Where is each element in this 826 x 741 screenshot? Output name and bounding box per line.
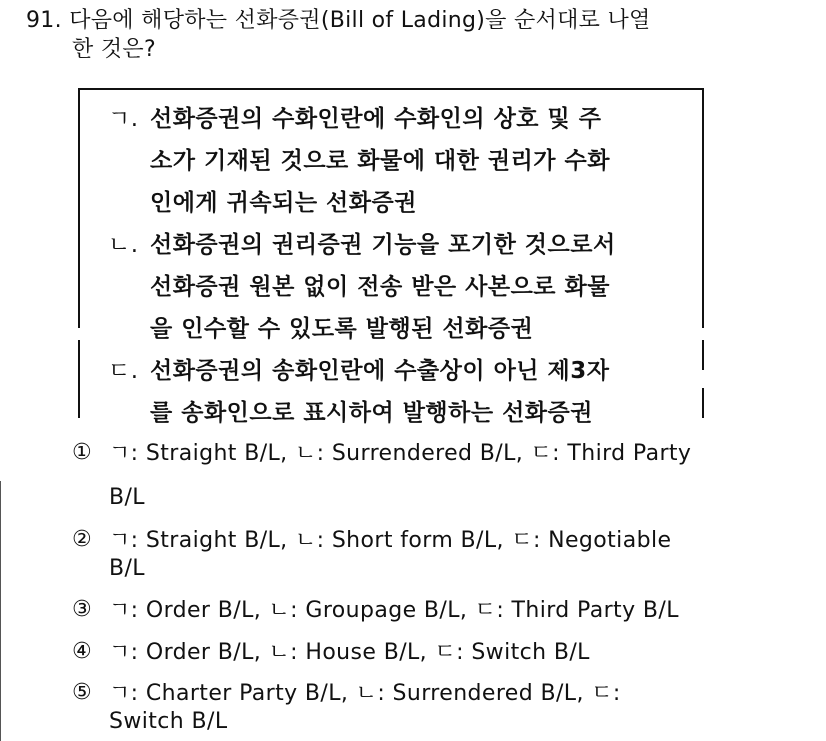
option-2[interactable] bbox=[72, 527, 812, 583]
statement-a-line-1: 선화증권의 수화인란에 수화인의 상호 및 주 bbox=[150, 106, 602, 132]
box-right-border-upper bbox=[702, 88, 704, 328]
option-3-line-1: ㄱ: Order B/L, ㄴ: Groupage B/L, ㄷ: Third Party B/L bbox=[109, 598, 679, 623]
statement-marker-b: ㄴ. bbox=[108, 232, 139, 258]
box-left-border-upper bbox=[78, 88, 80, 328]
option-5-line-1: ㄱ: Charter Party B/L, ㄴ: Surrendered B/L, ㄷ: bbox=[109, 681, 621, 706]
statement-a-line-3: 인에게 귀속되는 선화증권 bbox=[150, 190, 417, 216]
option-1-text bbox=[72, 440, 812, 512]
box-right-border-lower bbox=[702, 340, 704, 370]
statement-marker-a: ㄱ. bbox=[108, 106, 139, 132]
option-1-number: ① bbox=[72, 440, 93, 465]
option-1[interactable] bbox=[72, 440, 812, 512]
option-4-line-1: ㄱ: Order B/L, ㄴ: House B/L, ㄷ: Switch B/L bbox=[109, 640, 590, 665]
question-stem bbox=[26, 6, 806, 64]
question-text-2: 한 것은? bbox=[72, 37, 156, 62]
question-line-1 bbox=[26, 6, 806, 35]
page-margin-rule bbox=[0, 481, 1, 741]
option-2-line-2: B/L bbox=[109, 556, 145, 581]
statement-b-line-1: 선화증권의 권리증권 기능을 포기한 것으로서 bbox=[150, 232, 616, 258]
option-1-line-1: ㄱ: Straight B/L, ㄴ: Surrendered B/L, ㄷ: Third Party bbox=[109, 441, 692, 466]
option-5-number: ⑤ bbox=[72, 680, 93, 705]
box-top-border bbox=[78, 88, 704, 90]
option-5-line-2: Switch B/L bbox=[109, 709, 228, 734]
option-4[interactable] bbox=[72, 639, 812, 667]
option-2-text bbox=[72, 527, 812, 583]
option-3-text bbox=[72, 597, 812, 625]
statement-marker-c: ㄷ. bbox=[108, 358, 139, 384]
statement-b-line-2: 선화증권 원본 없이 전송 받은 사본으로 화물 bbox=[150, 274, 610, 300]
statement-c-line-1: 선화증권의 송화인란에 수출상이 아닌 제3자 bbox=[150, 358, 610, 384]
statement-b-line-3: 을 인수할 수 있도록 발행된 선화증권 bbox=[150, 316, 534, 342]
statement-text-b bbox=[108, 224, 698, 350]
option-3[interactable] bbox=[72, 597, 812, 625]
option-1-line-2: B/L bbox=[109, 485, 145, 510]
option-3-number: ③ bbox=[72, 597, 93, 622]
option-5[interactable] bbox=[72, 680, 812, 736]
box-left-border-lower bbox=[78, 340, 80, 418]
option-2-number: ② bbox=[72, 527, 93, 552]
statement-item-b bbox=[108, 224, 698, 350]
question-number: 91. bbox=[26, 8, 62, 33]
statement-list bbox=[108, 98, 698, 434]
question-text-1: 다음에 해당하는 선화증권(Bill of Lading)을 순서대로 나열 bbox=[69, 8, 651, 33]
option-4-text bbox=[72, 639, 812, 667]
statement-text-c bbox=[108, 350, 698, 434]
option-4-number: ④ bbox=[72, 639, 93, 664]
statement-item-a bbox=[108, 98, 698, 224]
option-2-line-1: ㄱ: Straight B/L, ㄴ: Short form B/L, ㄷ: Negotiable bbox=[109, 528, 672, 553]
statement-c-line-2: 를 송화인으로 표시하여 발행하는 선화증권 bbox=[150, 400, 593, 426]
box-right-border-bottom bbox=[702, 388, 704, 418]
statement-a-line-2: 소가 기재된 것으로 화물에 대한 권리가 수화 bbox=[150, 148, 610, 174]
option-5-text bbox=[72, 680, 812, 736]
statement-text-a bbox=[108, 98, 698, 224]
statement-item-c bbox=[108, 350, 698, 434]
